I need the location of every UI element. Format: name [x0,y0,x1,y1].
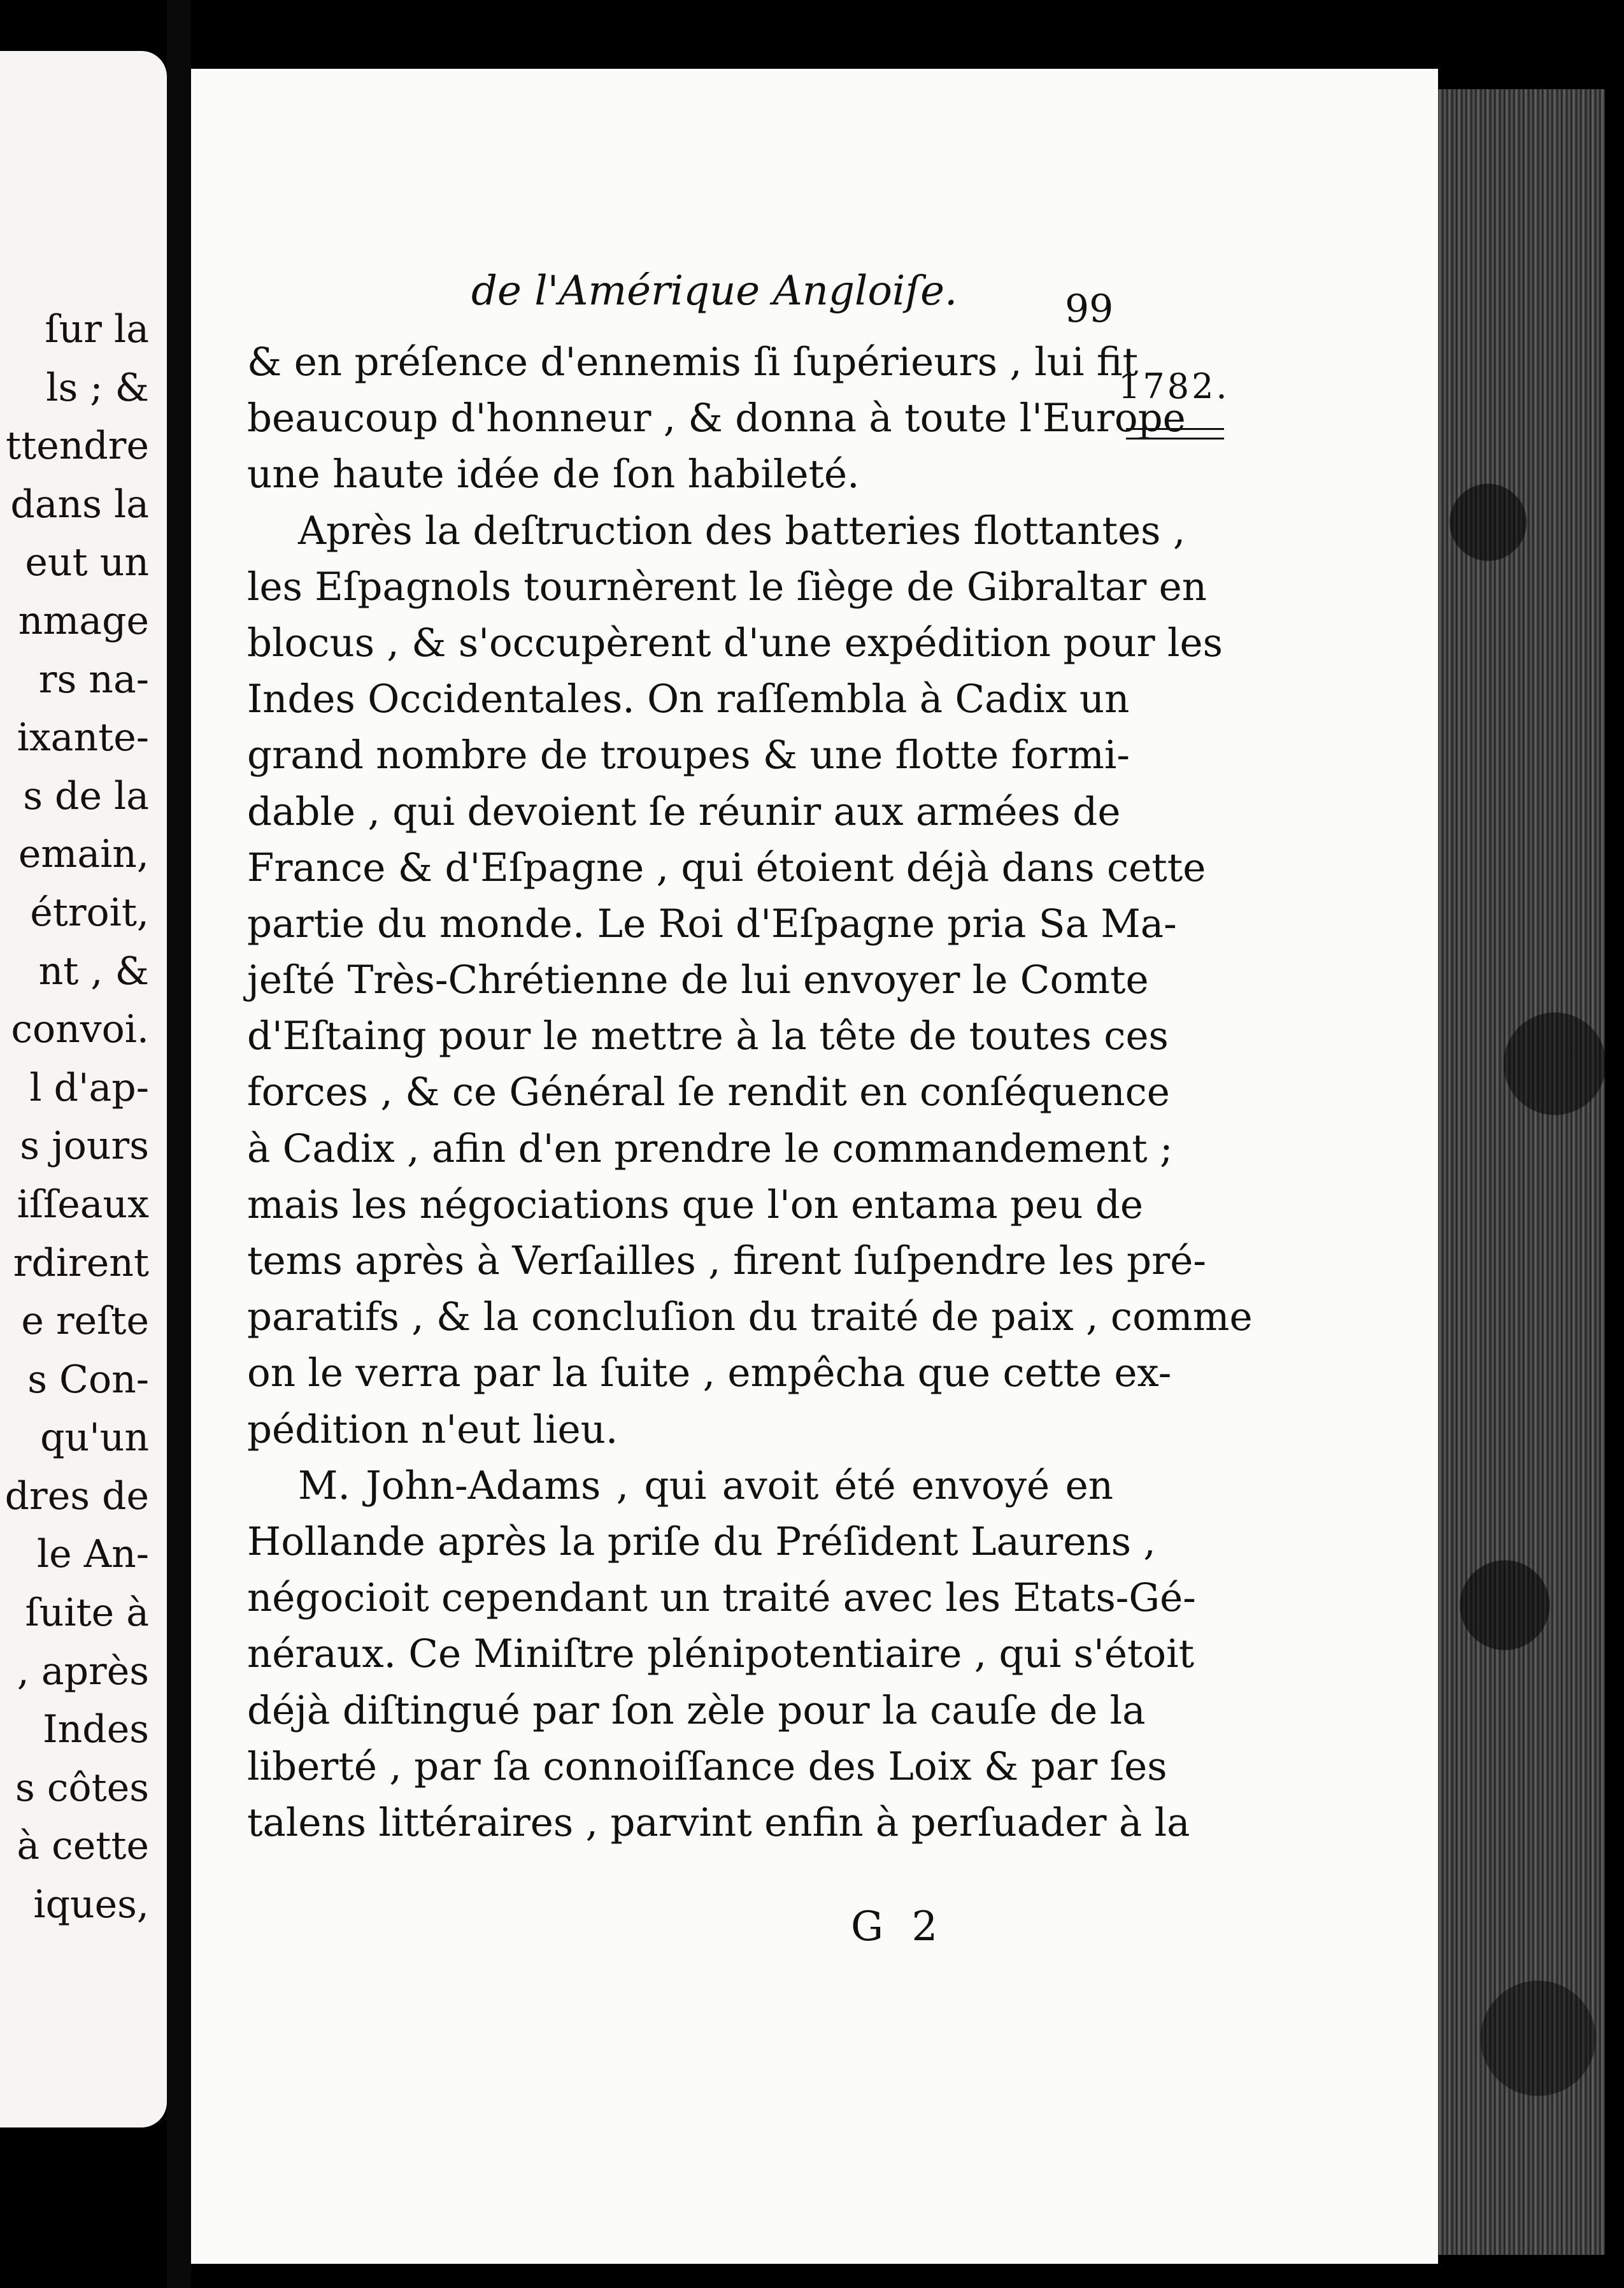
text-line: dable , qui devoient ſe réunir aux armées de [247,789,1121,834]
previous-page-line: e reſte [21,1299,149,1344]
previous-page-line: étroit, [30,890,149,935]
previous-page-line: s jours [20,1124,149,1169]
text-line: mais les négociations que l'on entama peu de [247,1182,1143,1227]
margin-year-note: 1782. [1118,366,1230,406]
text-line: Après la deſtruction des batteries flottantes , [298,508,1186,554]
previous-page-line: dans la [10,482,149,527]
previous-page-text [0,301,153,1934]
previous-page-line: à cette [17,1824,149,1869]
previous-page-line: dres de [4,1473,149,1519]
text-line: liberté , par ſa connoiſſance des Loix & par ſes [247,1743,1167,1789]
text-line: jeſté Très-Chrétienne de lui envoyer le Comte [247,957,1149,1003]
previous-page-line: iques, [33,1882,149,1927]
previous-page-line: rs na- [38,657,149,702]
text-line: à Cadix , afin d'en prendre le commandement ; [247,1126,1173,1171]
previous-page-line: ſuite à [25,1591,149,1636]
text-line: talens littéraires , parvint enfin à perſuader à la [247,1799,1190,1845]
previous-page-line: ls ; & [46,365,149,410]
previous-page-line: nmage [18,598,149,643]
previous-page-line: ixante- [17,715,149,761]
previous-page-line: Indes [42,1707,149,1752]
text-line: M. John-Adams , qui avoit été envoyé en [298,1462,1113,1508]
text-line: déjà diſtingué par ſon zèle pour la cauſe de la [247,1687,1146,1733]
text-line: France & d'Eſpagne , qui étoient déjà dans cette [247,845,1206,890]
text-line: forces , & ce Général ſe rendit en conſéquence [247,1069,1170,1115]
previous-page-line: ttendre [6,424,149,469]
previous-page-line: le An- [36,1532,149,1577]
text-line: partie du monde. Le Roi d'Eſpagne pria Sa Ma- [247,901,1177,947]
text-line: pédition n'eut lieu. [247,1406,618,1452]
previous-page-line: convoi. [11,1007,149,1052]
book-gutter [167,0,191,2288]
previous-page-line: s Con- [27,1357,149,1402]
signature-mark: G 2 [851,1903,946,1950]
previous-page-line: s côtes [15,1765,149,1810]
text-line: les Eſpagnols tournèrent le ſiège de Gibraltar en [247,564,1207,610]
text-line: Hollande après la priſe du Préſident Laurens , [247,1519,1156,1564]
page-edges [1438,89,1605,2255]
previous-page-line: nt , & [38,948,149,994]
previous-page-line: l d'ap- [29,1065,149,1110]
text-line: beaucoup d'honneur , & donna à toute l'Europe [247,396,1186,441]
text-line: blocus , & s'occupèrent d'une expédition pour les [247,620,1223,666]
previous-page-line: qu'un [40,1415,149,1461]
text-line: grand nombre de troupes & une flotte formi- [247,733,1130,778]
text-line: paratifs , & la concluſion du traité de paix , comme [247,1294,1253,1340]
previous-page-line: ſur la [45,307,149,352]
text-line: d'Eſtaing pour le mettre à la tête de toutes ces [247,1013,1169,1059]
text-line: Indes Occidentales. On raſſembla à Cadix un [247,676,1130,722]
previous-page-line: eut un [25,540,149,585]
previous-page-line: , après [17,1648,149,1694]
text-line: tems après à Verſailles , firent ſuſpendre les pré- [247,1238,1206,1283]
previous-page-line: emain, [18,832,149,877]
previous-page-line: iſſeaux [17,1182,149,1227]
previous-page-fragment [0,51,167,2127]
text-line: & en préſence d'ennemis ſi ſupérieurs , lui fit [247,340,1139,385]
text-line: on le verra par la ſuite , empêcha que cette ex- [247,1350,1172,1396]
previous-page-line: rdirent [13,1240,149,1285]
page-number: 99 [1065,287,1114,331]
text-line: négocioit cependant un traité avec les Etats-Gé- [247,1575,1196,1621]
text-line: une haute idée de ſon habileté. [247,452,860,497]
text-line: néraux. Ce Miniſtre plénipotentiaire , qui s'étoit [247,1631,1195,1677]
running-head: de l'Amérique Angloiſe. [471,268,958,315]
previous-page-line: s de la [23,773,149,819]
